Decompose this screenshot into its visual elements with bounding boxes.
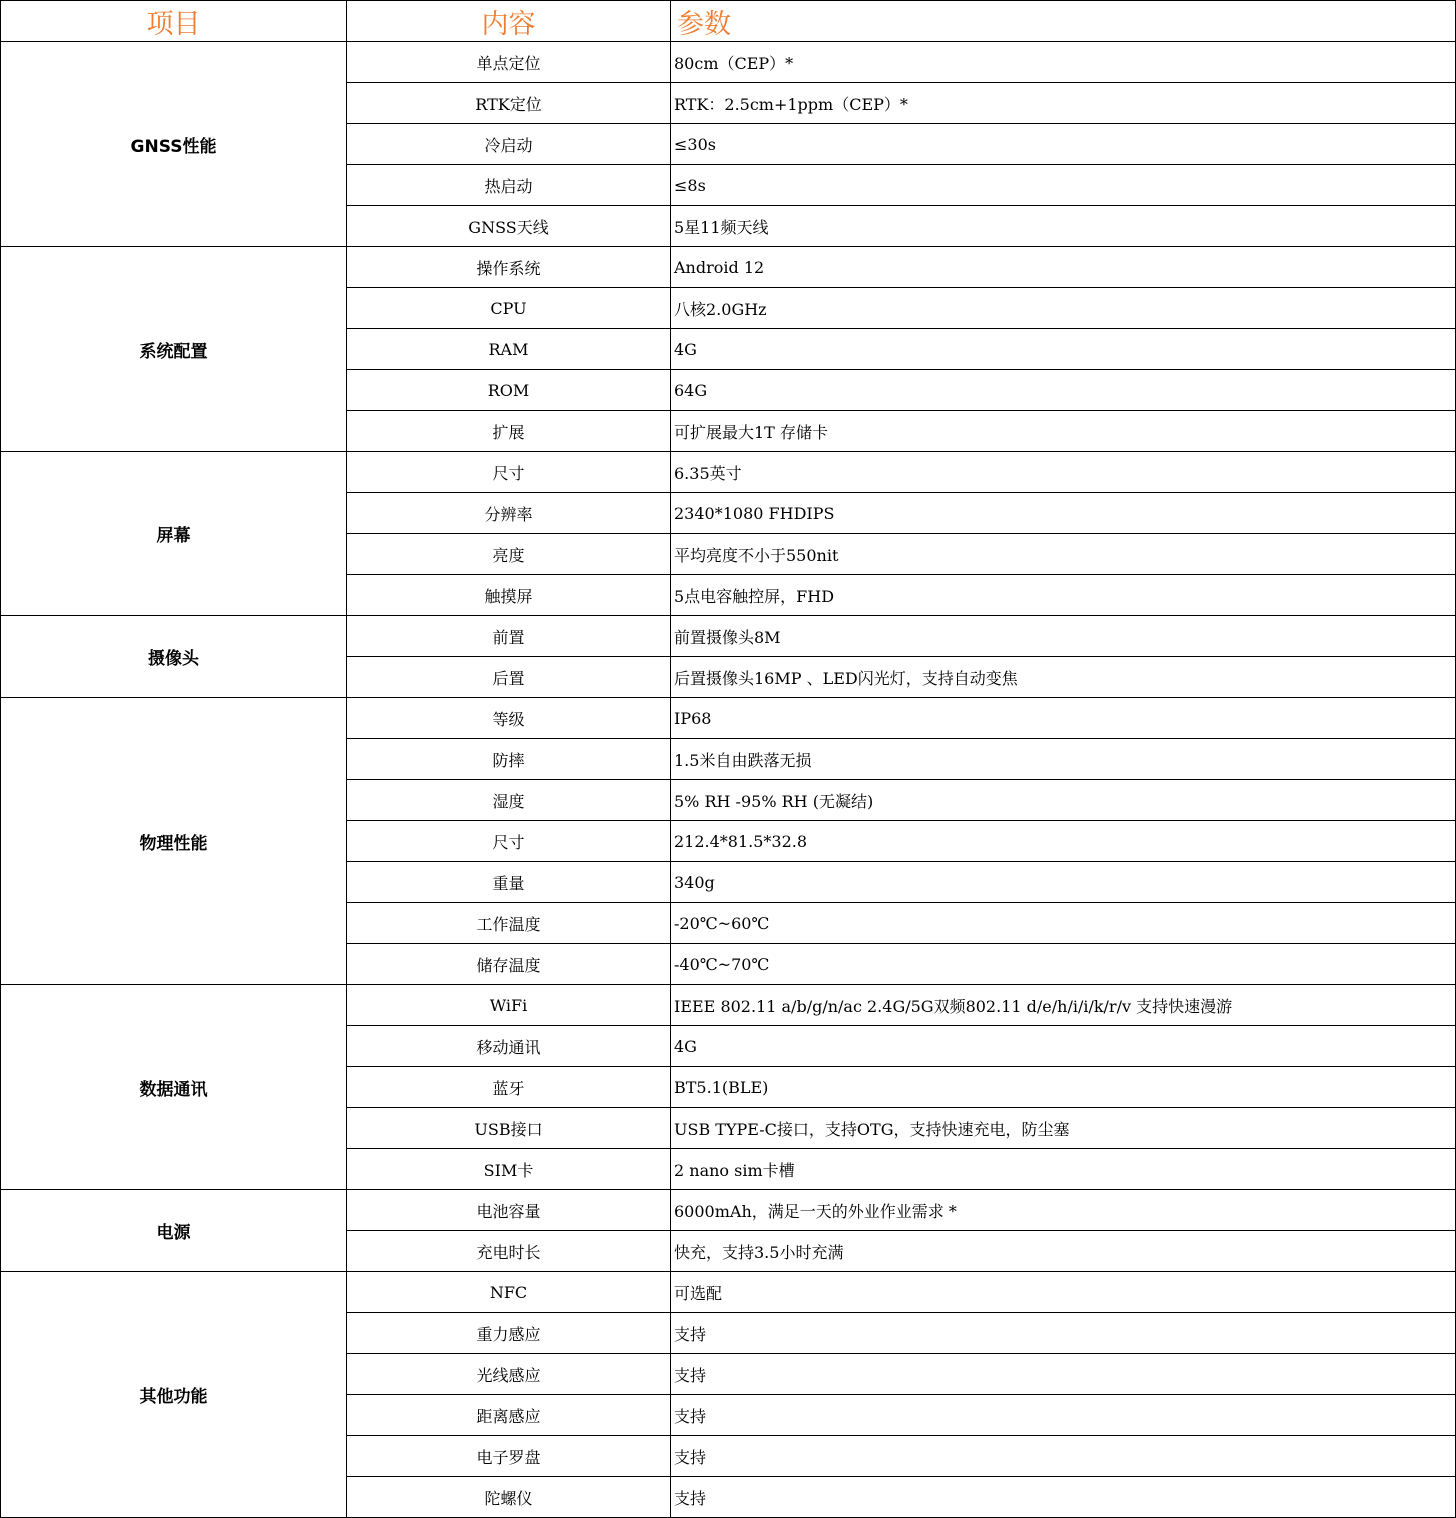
- value-cell: 340g: [671, 862, 1456, 903]
- item-cell: 电池容量: [347, 1190, 671, 1231]
- category-cell: 物理性能: [1, 698, 347, 985]
- value-cell: 4G: [671, 1026, 1456, 1067]
- item-cell: 分辨率: [347, 493, 671, 534]
- item-cell: SIM卡: [347, 1149, 671, 1190]
- value-cell: 80cm（CEP）*: [671, 42, 1456, 83]
- item-cell: GNSS天线: [347, 206, 671, 247]
- item-cell: CPU: [347, 288, 671, 329]
- category-cell: 电源: [1, 1190, 347, 1272]
- value-cell: 2340*1080 FHDIPS: [671, 493, 1456, 534]
- value-cell: BT5.1(BLE): [671, 1067, 1456, 1108]
- item-cell: NFC: [347, 1272, 671, 1313]
- category-cell: 摄像头: [1, 616, 347, 698]
- item-cell: 热启动: [347, 165, 671, 206]
- value-cell: IP68: [671, 698, 1456, 739]
- item-cell: 陀螺仪: [347, 1477, 671, 1518]
- value-cell: 2 nano sim卡槽: [671, 1149, 1456, 1190]
- value-cell: ≤30s: [671, 124, 1456, 165]
- item-cell: 电子罗盘: [347, 1436, 671, 1477]
- table-row: [1, 247, 1456, 288]
- value-cell: 八核2.0GHz: [671, 288, 1456, 329]
- item-cell: 重力感应: [347, 1313, 671, 1354]
- item-cell: RAM: [347, 329, 671, 370]
- category-cell: 数据通讯: [1, 985, 347, 1190]
- category-cell: 系统配置: [1, 247, 347, 452]
- value-cell: 4G: [671, 329, 1456, 370]
- value-cell: USB TYPE-C接口，支持OTG，支持快速充电，防尘塞: [671, 1108, 1456, 1149]
- item-cell: 前置: [347, 616, 671, 657]
- value-cell: 支持: [671, 1436, 1456, 1477]
- item-cell: 蓝牙: [347, 1067, 671, 1108]
- table-row: [1, 698, 1456, 739]
- item-cell: WiFi: [347, 985, 671, 1026]
- value-cell: -20℃~60℃: [671, 903, 1456, 944]
- value-cell: -40℃~70℃: [671, 944, 1456, 985]
- value-cell: 212.4*81.5*32.8: [671, 821, 1456, 862]
- item-cell: 充电时长: [347, 1231, 671, 1272]
- header-category: 项目: [1, 1, 347, 42]
- item-cell: 后置: [347, 657, 671, 698]
- item-cell: 单点定位: [347, 42, 671, 83]
- item-cell: 重量: [347, 862, 671, 903]
- item-cell: 储存温度: [347, 944, 671, 985]
- value-cell: 5星11频天线: [671, 206, 1456, 247]
- category-cell: 屏幕: [1, 452, 347, 616]
- item-cell: 触摸屏: [347, 575, 671, 616]
- item-cell: 光线感应: [347, 1354, 671, 1395]
- item-cell: 距离感应: [347, 1395, 671, 1436]
- value-cell: 可扩展最大1T 存储卡: [671, 411, 1456, 452]
- table-row: [1, 42, 1456, 83]
- table-header-row: [1, 1, 1456, 42]
- value-cell: 快充，支持3.5小时充满: [671, 1231, 1456, 1272]
- value-cell: RTK：2.5cm+1ppm（CEP）*: [671, 83, 1456, 124]
- item-cell: USB接口: [347, 1108, 671, 1149]
- value-cell: 平均亮度不小于550nit: [671, 534, 1456, 575]
- item-cell: 冷启动: [347, 124, 671, 165]
- table-row: [1, 1272, 1456, 1313]
- table-row: [1, 616, 1456, 657]
- value-cell: 1.5米自由跌落无损: [671, 739, 1456, 780]
- item-cell: 移动通讯: [347, 1026, 671, 1067]
- item-cell: 尺寸: [347, 452, 671, 493]
- table-row: [1, 1190, 1456, 1231]
- header-item: 内容: [347, 1, 671, 42]
- value-cell: 64G: [671, 370, 1456, 411]
- category-cell: GNSS性能: [1, 42, 347, 247]
- item-cell: 湿度: [347, 780, 671, 821]
- value-cell: 6000mAh，满足一天的外业作业需求 *: [671, 1190, 1456, 1231]
- value-cell: IEEE 802.11 a/b/g/n/ac 2.4G/5G双频802.11 d/e/h/i/i/k/r/v 支持快速漫游: [671, 985, 1456, 1026]
- table-body: [1, 42, 1456, 1518]
- value-cell: ≤8s: [671, 165, 1456, 206]
- item-cell: 工作温度: [347, 903, 671, 944]
- value-cell: 前置摄像头8M: [671, 616, 1456, 657]
- item-cell: ROM: [347, 370, 671, 411]
- value-cell: 支持: [671, 1477, 1456, 1518]
- item-cell: 亮度: [347, 534, 671, 575]
- value-cell: Android 12: [671, 247, 1456, 288]
- value-cell: 5点电容触控屏，FHD: [671, 575, 1456, 616]
- header-value: 参数: [671, 1, 1456, 42]
- value-cell: 支持: [671, 1354, 1456, 1395]
- value-cell: 支持: [671, 1313, 1456, 1354]
- value-cell: 可选配: [671, 1272, 1456, 1313]
- item-cell: 等级: [347, 698, 671, 739]
- value-cell: 后置摄像头16MP 、LED闪光灯，支持自动变焦: [671, 657, 1456, 698]
- value-cell: 5% RH -95% RH (无凝结): [671, 780, 1456, 821]
- item-cell: RTK定位: [347, 83, 671, 124]
- table-row: [1, 452, 1456, 493]
- value-cell: 支持: [671, 1395, 1456, 1436]
- table-row: [1, 985, 1456, 1026]
- category-cell: 其他功能: [1, 1272, 347, 1518]
- value-cell: 6.35英寸: [671, 452, 1456, 493]
- item-cell: 扩展: [347, 411, 671, 452]
- item-cell: 操作系统: [347, 247, 671, 288]
- item-cell: 防摔: [347, 739, 671, 780]
- item-cell: 尺寸: [347, 821, 671, 862]
